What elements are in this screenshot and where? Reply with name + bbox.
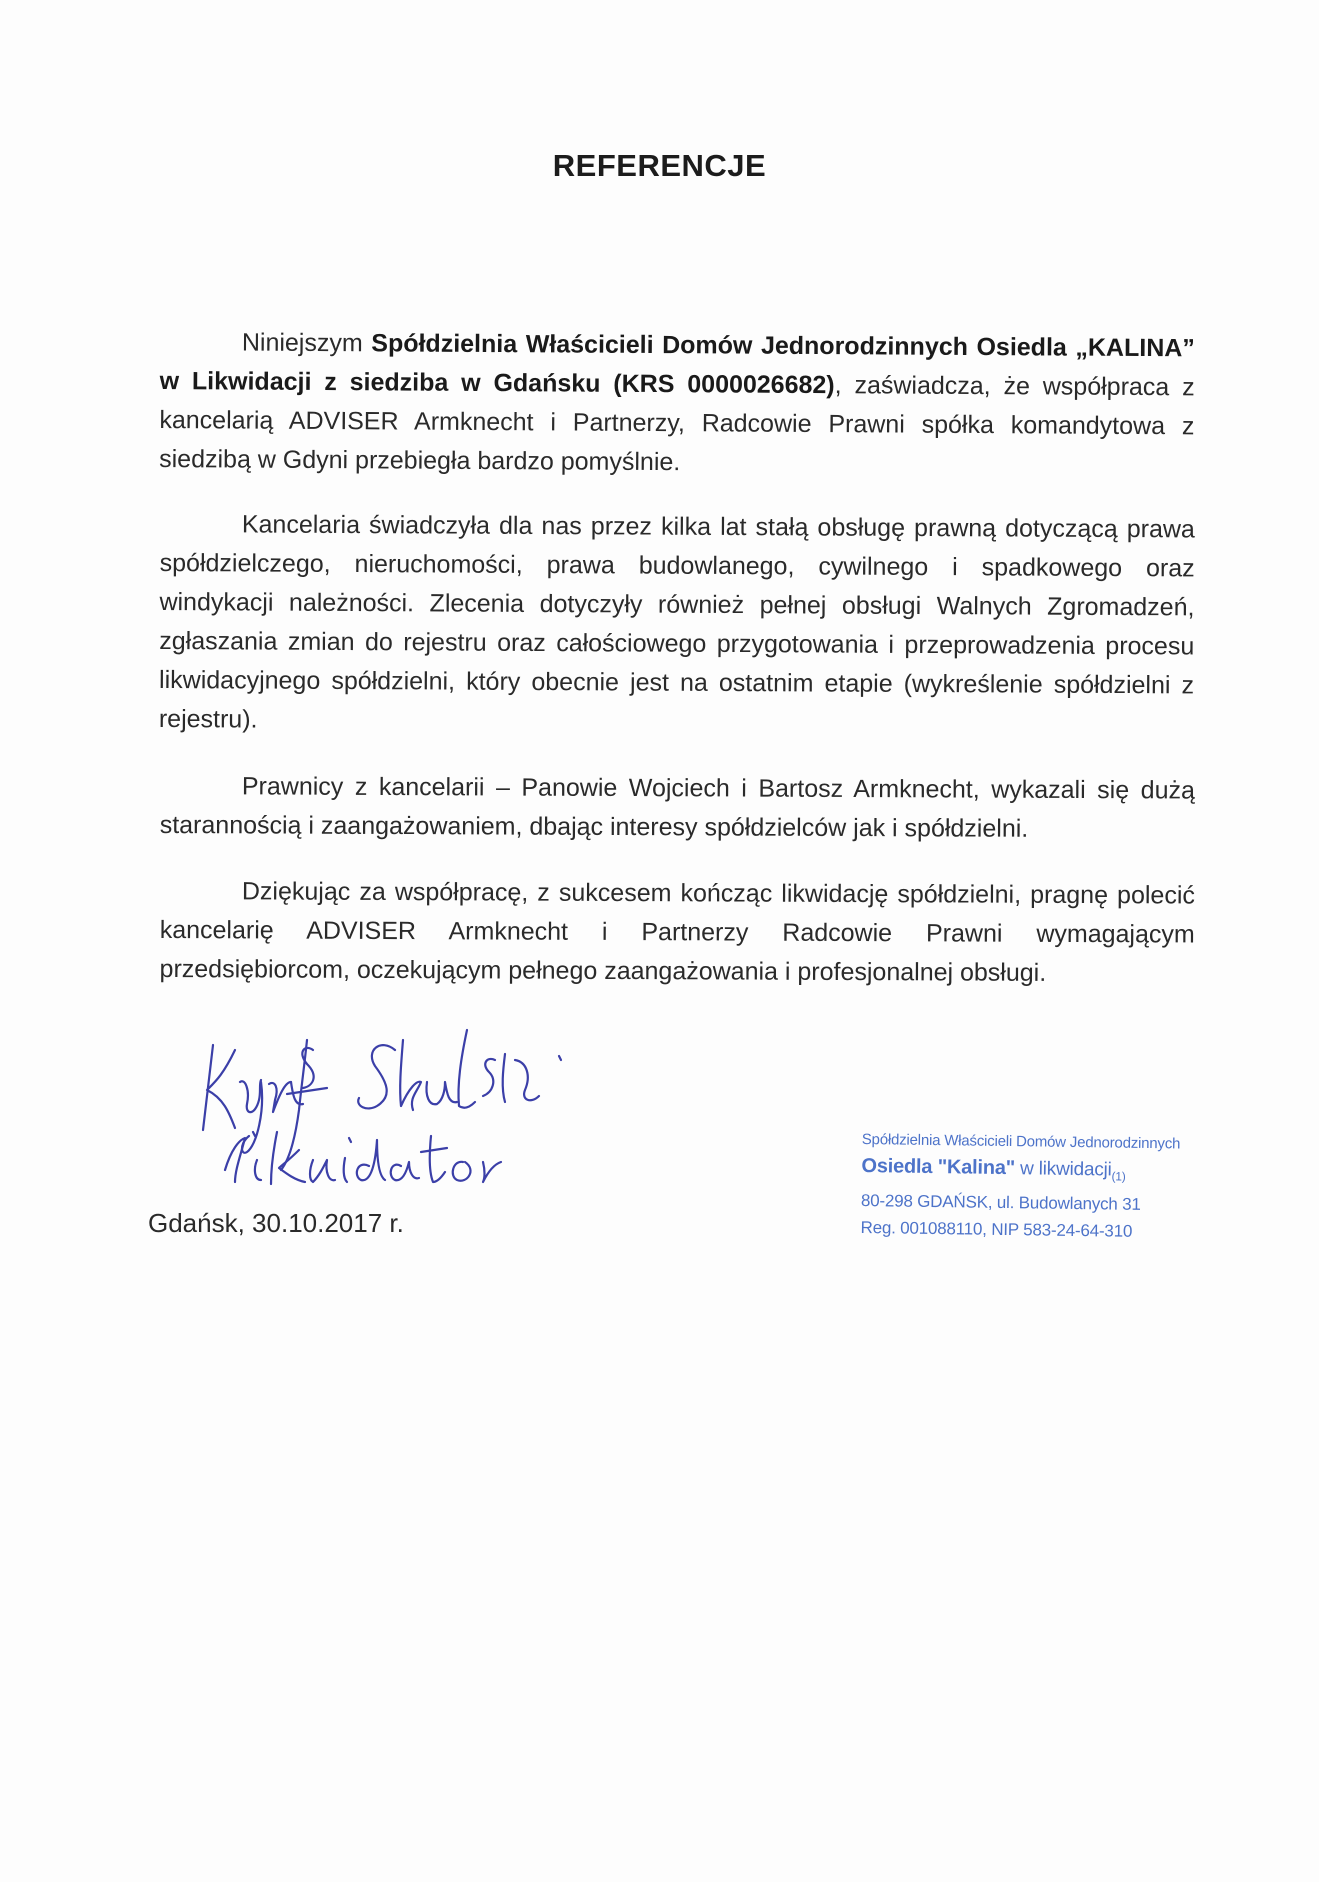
- paragraph-1: [159, 323, 1195, 485]
- paragraph-4: [159, 872, 1195, 994]
- stamp-line-2-rest: w likwidacji: [1014, 1158, 1112, 1181]
- paragraph-3: [160, 767, 1195, 850]
- stamp-line-3: 80-298 GDAŃSK, ul. Budowlanych 31: [860, 1190, 1141, 1214]
- document-title: REFERENCJE: [552, 148, 767, 183]
- stamp-line-2-sub: (1): [1111, 1169, 1126, 1184]
- stamp-line-1: Spółdzielnia Właścicieli Domów Jednorodzinnych: [861, 1130, 1181, 1153]
- paragraph-1-intro: Niniejszym: [241, 328, 363, 358]
- stamp-line-4: Reg. 001088110, NIP 583-24-64-310: [860, 1217, 1133, 1241]
- handwritten-signature: [195, 1020, 575, 1200]
- stamp-line-2: [861, 1153, 1181, 1191]
- paragraph-3-text: Prawnicy z kancelarii – Panowie Wojciech i Bartosz Armknecht, wykazali się dużą starannością i zaangażowaniem, dbając interesy spółdzielców jak i spółdzielni.: [159, 772, 1195, 843]
- paragraph-1-rest: , zaświadcza, że współpraca z kancelarią ADVISER Armknecht i Partnerzy, Radcowie Prawni spółka komandytowa z siedzibą w Gdyni przebiegła bardzo pomyślnie.: [159, 371, 1195, 477]
- paragraph-2-text: Kancelaria świadczyła dla nas przez kilka lat stałą obsługę prawną dotyczącą prawa spółdzielczego, nieruchomości, prawa budowlanego, cywilnego i spadkowego oraz windykacji należności. Zlecenia dotyczyły również pełnej obsługi Walnych Zgromadzeń, zgłaszania zmian do rejestru oraz całościowego przygotowania i przeprowadzenia procesu likwidacyjnego spółdzielni, który obecnie jest na ostatnim etapie (wykreślenie spółdzielni z rejestru).: [158, 510, 1195, 734]
- organization-stamp: [860, 1126, 1182, 1245]
- date-place: Gdańsk, 30.10.2017 r.: [148, 1208, 404, 1238]
- paragraph-2: [159, 505, 1195, 744]
- stamp-line-2-bold: Osiedla "Kalina": [861, 1154, 1016, 1180]
- paragraph-4-text: Dziękując za współpracę, z sukcesem kończąc likwidację spółdzielni, pragnę polecić kancelarię ADVISER Armknecht i Partnerzy Radcowie Prawni wymagającym przedsiębiorcom, oczekującym pełnego zaangażowania i profesjonalnej obsługi.: [159, 877, 1195, 987]
- paragraph-1-organization: Spółdzielnia Właścicieli Domów Jednorodzinnych Osiedla „KALINA” w Likwidacji z siedziba w Gdańsku (KRS 0000026682): [159, 329, 1195, 400]
